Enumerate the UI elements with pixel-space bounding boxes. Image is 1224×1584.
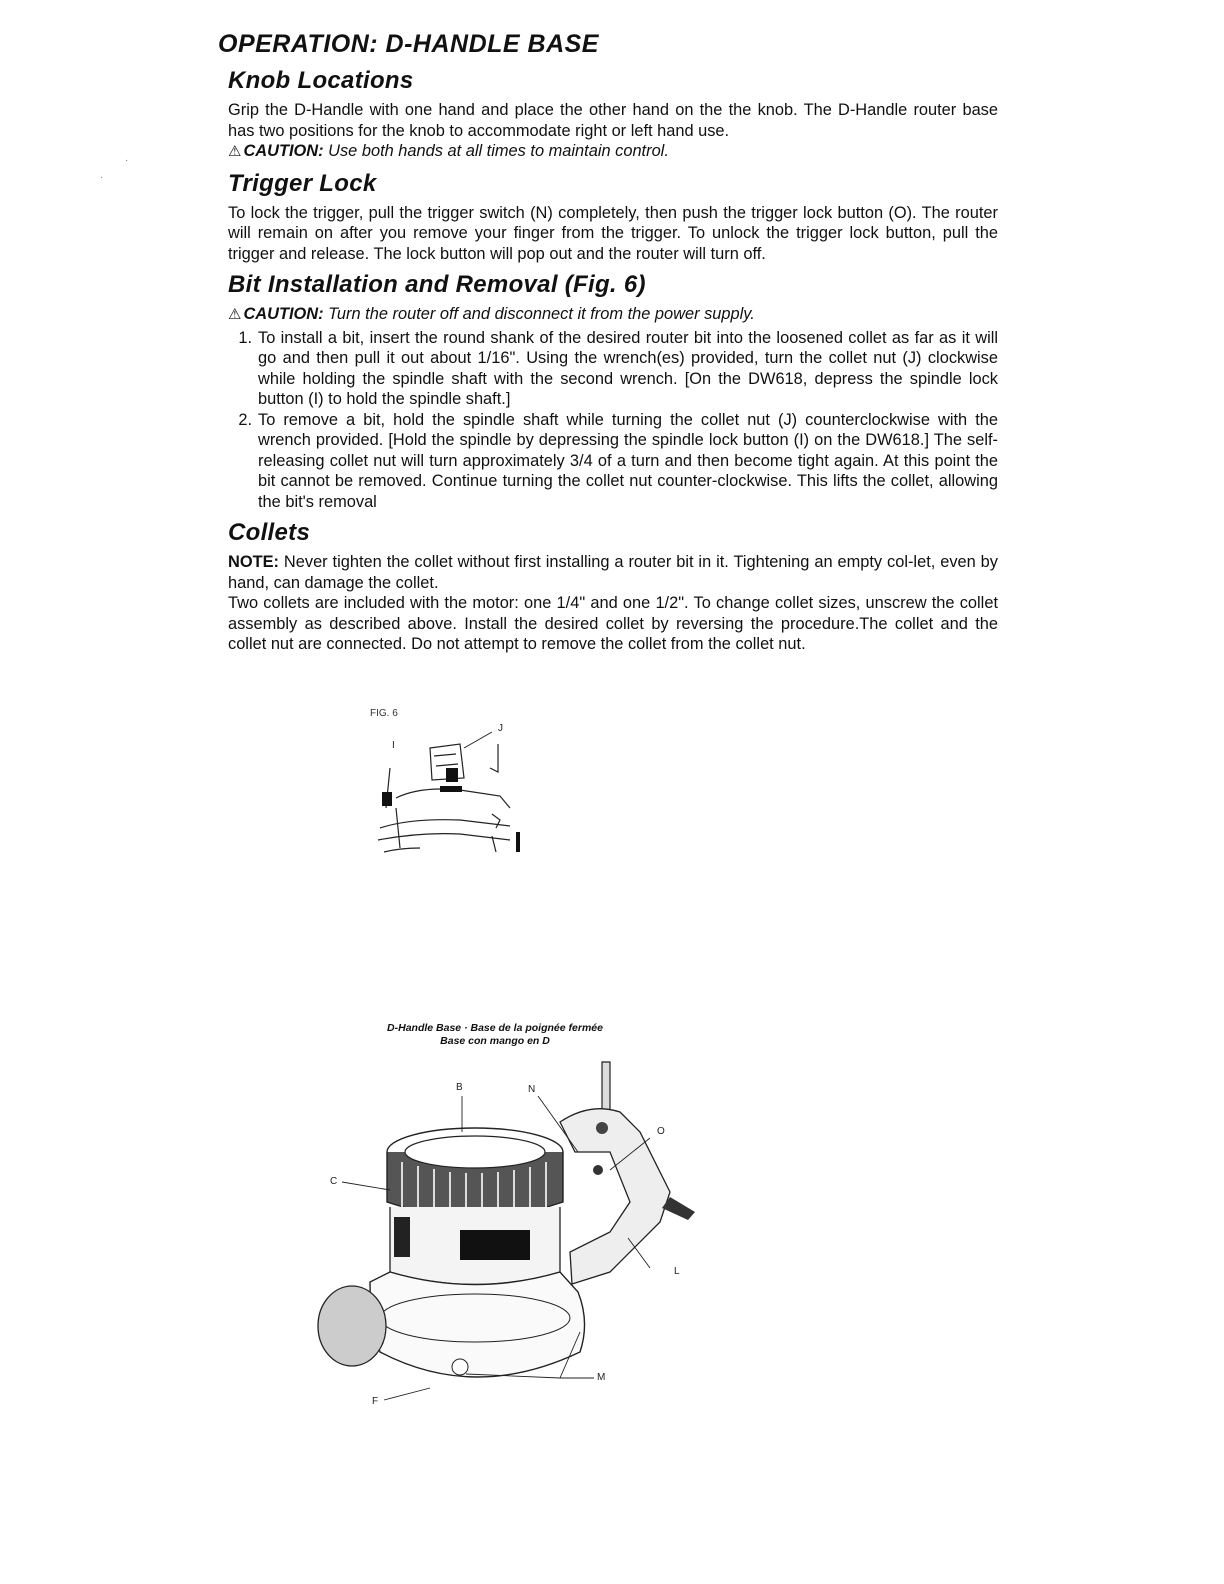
callout-i: I bbox=[392, 740, 395, 751]
warning-icon: ⚠ bbox=[228, 143, 242, 160]
scan-speck: · bbox=[100, 172, 104, 183]
caution-label: CAUTION: bbox=[243, 305, 324, 323]
router-illustration bbox=[310, 1022, 710, 1412]
trigger-body: To lock the trigger, pull the trigger switch (N) completely, then push the trigger lock button (O). The router will remain on after you remove your finger from the trigger. To unlock the trigger lock button, pull the trigger and release. The lock button will pop out and the router will turn off. bbox=[228, 203, 998, 263]
heading-knob-locations: Knob Locations bbox=[228, 67, 414, 94]
callout-line-f bbox=[384, 1388, 430, 1400]
step-text: To install a bit, insert the round shank of the desired router bit into the loosened collet as far as it will go and then pull it out about 1/16". Using the wrench(es) provided, turn the collet nut (J) clockwise while holding the spindle shaft with the second wrench. [On the DW618, depress the spindle lock button (I) to hold the spindle shaft.] bbox=[258, 328, 998, 408]
warning-icon: ⚠ bbox=[228, 306, 242, 323]
list-item bbox=[228, 410, 998, 513]
caption-line-1: D-Handle Base · Base de la poignée fermée bbox=[387, 1022, 603, 1034]
caution-text: Turn the router off and disconnect it from the power supply. bbox=[328, 305, 755, 323]
callout-f: F bbox=[372, 1396, 379, 1407]
collets-note bbox=[228, 552, 998, 593]
collets-body: Two collets are included with the motor: one 1/4" and one 1/2". To change collet sizes, unscrew the collet assembly as described above. Install the desired collet by reversing the procedure.The collet and the collet nut are connected. Do not attempt to remove the collet from the collet nut. bbox=[228, 594, 998, 653]
callout-b: B bbox=[456, 1082, 463, 1093]
knob-body: Grip the D-Handle with one hand and place the other hand on the the knob. The D-Handle router base has two positions for the knob to accommodate right or left hand use. bbox=[228, 101, 998, 140]
caution-text: Use both hands at all times to maintain control. bbox=[328, 142, 669, 160]
callout-c: C bbox=[330, 1176, 338, 1187]
figure-6-label: FIG. 6 bbox=[370, 708, 398, 719]
callout-o: O bbox=[657, 1126, 665, 1137]
step-number: 2. bbox=[238, 410, 252, 429]
heading-collets: Collets bbox=[228, 519, 311, 546]
scan-speck: · bbox=[125, 155, 129, 166]
caption-line-2: Base con mango en D bbox=[440, 1035, 550, 1047]
step-text: To remove a bit, hold the spindle shaft while turning the collet nut (J) counterclockwise with the wrench provided. [Hold the spindle by depressing the spindle lock button (I) on the DW618.] The self-releasing collet nut will turn approximately 3/4 of a turn and then become tight again. At this point the bit cannot be removed. Continue turning the collet nut counter-clockwise. This lifts the collet, allowing the bit's removal bbox=[258, 410, 998, 511]
note-label: NOTE: bbox=[228, 553, 279, 571]
callout-j: J bbox=[498, 723, 503, 734]
callout-m: M bbox=[597, 1372, 606, 1383]
figure-6 bbox=[360, 708, 540, 868]
figure-d-handle-base bbox=[310, 1022, 710, 1412]
callout-l: L bbox=[674, 1266, 680, 1277]
note-text: Never tighten the collet without first installing a router bit in it. Tightening an empty col-let, even by hand, can damage the collet. bbox=[228, 553, 998, 592]
document-page bbox=[218, 28, 998, 655]
step-number: 1. bbox=[238, 328, 252, 347]
knob-caution bbox=[228, 141, 998, 163]
heading-trigger-lock: Trigger Lock bbox=[228, 169, 377, 197]
callout-n: N bbox=[528, 1084, 536, 1095]
caution-label: CAUTION: bbox=[243, 142, 324, 160]
page-title: OPERATION: D-HANDLE BASE bbox=[218, 30, 599, 58]
heading-bit-installation: Bit Installation and Removal (Fig. 6) bbox=[228, 271, 646, 298]
bit-caution bbox=[228, 304, 998, 326]
callout-line-j bbox=[464, 732, 492, 748]
collet-wrench-illustration bbox=[360, 708, 540, 868]
bit-steps-list bbox=[228, 328, 998, 513]
list-item bbox=[228, 328, 998, 410]
callout-line-c bbox=[342, 1182, 390, 1190]
